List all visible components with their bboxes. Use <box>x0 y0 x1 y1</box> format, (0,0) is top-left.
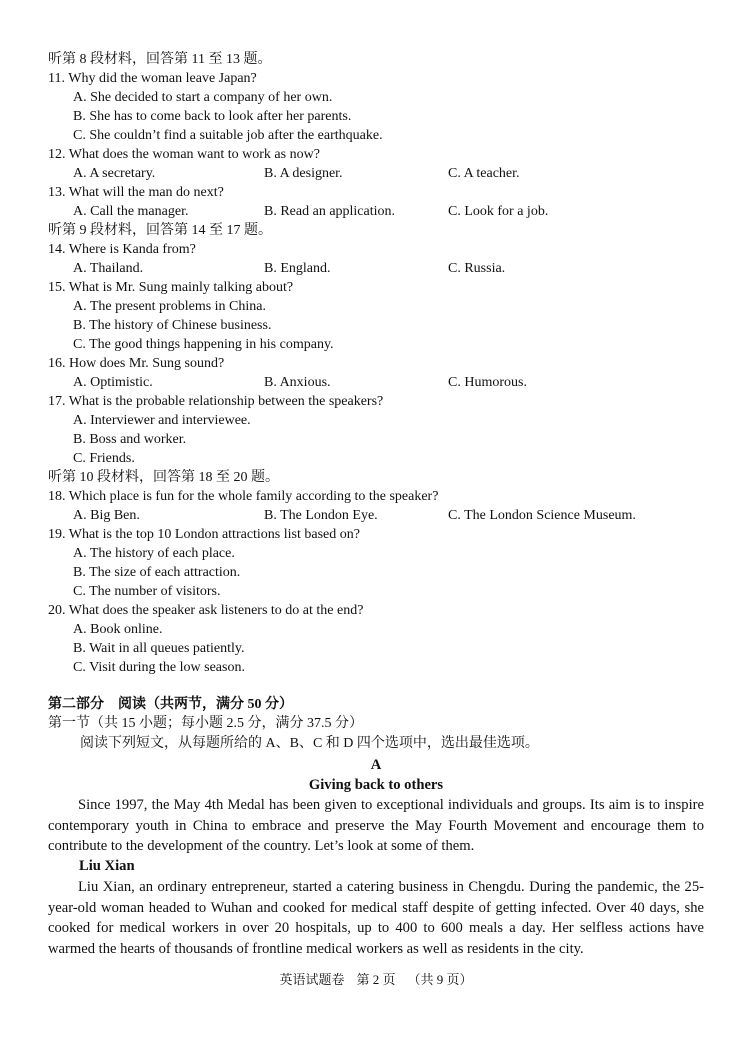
passage-paragraph: Liu Xian, an ordinary entrepreneur, started a catering business in Chengdu. During the pandemic, the 25-year-old woman headed to Wuhan and cooked for medical staff despite of getting infected. Over 40 days, she cooked for medical workers in over 20 hospitals, up to 400 to 600 meals a day. Her selfless actions have warmed the hearts of thousands of frontline medical workers as well as residents in the city. <box>48 879 704 958</box>
material-heading: 听第 10 段材料，回答第 18 至 20 题。 <box>48 470 279 485</box>
question-option: C. The London Science Museum. <box>448 508 636 523</box>
question-option: A. The history of each place. <box>73 546 235 561</box>
section-title: 第一节（共 15 小题；每小题 2.5 分，满分 37.5 分） <box>48 716 363 731</box>
instructions: 阅读下列短文，从每题所给的 A、B、C 和 D 四个选项中，选出最佳选项。 <box>80 736 539 751</box>
question-option: A. Big Ben. <box>73 508 140 523</box>
question-option: C. Visit during the low season. <box>73 660 245 675</box>
question-option: B. The size of each attraction. <box>73 565 241 580</box>
question-option: A. Optimistic. <box>73 375 153 390</box>
material-heading: 听第 8 段材料，回答第 11 至 13 题。 <box>48 52 272 67</box>
question-option: C. She couldn’t find a suitable job after the earthquake. <box>73 128 383 143</box>
question-option: B. Anxious. <box>264 375 331 390</box>
question-stem: 19. What is the top 10 London attractions list based on? <box>48 527 360 542</box>
passage-paragraph: Since 1997, the May 4th Medal has been given to exceptional individuals and groups. Its aim is to inspire contemporary youth in China to embrace and preserve the May Fourth Movement and encourage them to contribute to the development of the country. Let’s look at some of them. <box>48 797 704 855</box>
question-option: B. Wait in all queues patiently. <box>73 641 245 656</box>
question-option: B. A designer. <box>264 166 343 181</box>
question-option: B. England. <box>264 261 331 276</box>
question-stem: 14. Where is Kanda from? <box>48 242 196 257</box>
passage-subheading: Liu Xian <box>79 858 135 874</box>
footer-subject: 英语试题卷 <box>279 972 345 987</box>
page-footer <box>0 971 752 989</box>
question-stem: 11. Why did the woman leave Japan? <box>48 71 257 86</box>
question-option: A. The present problems in China. <box>73 299 266 314</box>
question-option: B. Read an application. <box>264 204 396 219</box>
question-stem: 15. What is Mr. Sung mainly talking about? <box>48 280 294 295</box>
passage-letter: A <box>370 757 382 773</box>
question-option: A. Interviewer and interviewee. <box>73 413 251 428</box>
question-stem: 17. What is the probable relationship between the speakers? <box>48 394 384 409</box>
footer-total: （共 9 页） <box>407 972 473 987</box>
part-title: 第二部分 阅读（共两节，满分 50 分） <box>48 697 293 712</box>
question-option: C. A teacher. <box>448 166 520 181</box>
question-option: B. The London Eye. <box>264 508 378 523</box>
question-option: C. Friends. <box>73 451 135 466</box>
question-option: A. A secretary. <box>73 166 156 181</box>
question-stem: 13. What will the man do next? <box>48 185 224 200</box>
question-option: A. Call the manager. <box>73 204 189 219</box>
question-stem: 12. What does the woman want to work as now? <box>48 147 320 162</box>
question-option: C. Humorous. <box>448 375 527 390</box>
question-option: A. Book online. <box>73 622 163 637</box>
question-option: B. The history of Chinese business. <box>73 318 272 333</box>
question-option: C. The number of visitors. <box>73 584 221 599</box>
footer-page: 第 2 页 <box>356 972 396 987</box>
question-stem: 16. How does Mr. Sung sound? <box>48 356 225 371</box>
question-option: C. Look for a job. <box>448 204 549 219</box>
question-option: B. She has to come back to look after her parents. <box>73 109 352 124</box>
question-option: A. Thailand. <box>73 261 144 276</box>
question-option: B. Boss and worker. <box>73 432 187 447</box>
question-option: C. The good things happening in his company. <box>73 337 334 352</box>
passage-title: Giving back to others <box>308 777 444 793</box>
question-option: A. She decided to start a company of her own. <box>73 90 333 105</box>
question-stem: 20. What does the speaker ask listeners to do at the end? <box>48 603 364 618</box>
material-heading: 听第 9 段材料，回答第 14 至 17 题。 <box>48 223 272 238</box>
question-stem: 18. Which place is fun for the whole family according to the speaker? <box>48 489 439 504</box>
question-option: C. Russia. <box>448 261 506 276</box>
